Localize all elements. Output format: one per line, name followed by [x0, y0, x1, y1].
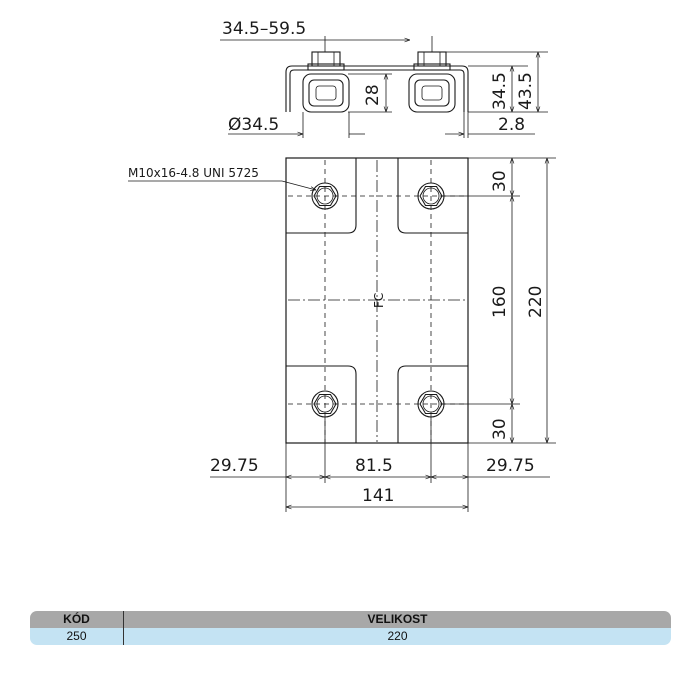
- dim-plate-height: 220: [526, 285, 546, 318]
- header-kod: KÓD: [30, 611, 124, 628]
- dim-edge-right: 29.75: [486, 456, 535, 476]
- dim-wall-thickness: 2.8: [498, 115, 526, 135]
- cell-velikost: 220: [387, 629, 408, 643]
- side-view: [220, 19, 548, 138]
- table-header-row: [30, 611, 671, 628]
- dim-edge-left: 29.75: [210, 456, 259, 476]
- dim-plate-width: 141: [362, 486, 395, 506]
- cell-kod: 250: [30, 628, 124, 645]
- dim-hole-spacing-h: 81.5: [355, 456, 393, 476]
- dim-edge-top: 30: [490, 170, 510, 192]
- header-velikost: VELIKOST: [367, 612, 428, 626]
- dim-bracket-height: 34.5: [490, 72, 510, 110]
- spec-table: [30, 611, 671, 645]
- dim-edge-bottom: 30: [490, 418, 510, 440]
- dim-roller-diameter: Ø34.5: [228, 115, 280, 135]
- dim-total-height: 43.5: [516, 72, 536, 110]
- plan-view: [128, 158, 556, 512]
- bolt-callout: M10x16-4.8 UNI 5725: [128, 166, 259, 180]
- table-row: [30, 628, 671, 645]
- dim-top-width: 34.5–59.5: [222, 19, 307, 39]
- dim-hole-spacing-v: 160: [490, 285, 510, 318]
- center-mark: FC: [372, 292, 386, 308]
- dim-roller-height: 28: [363, 84, 383, 106]
